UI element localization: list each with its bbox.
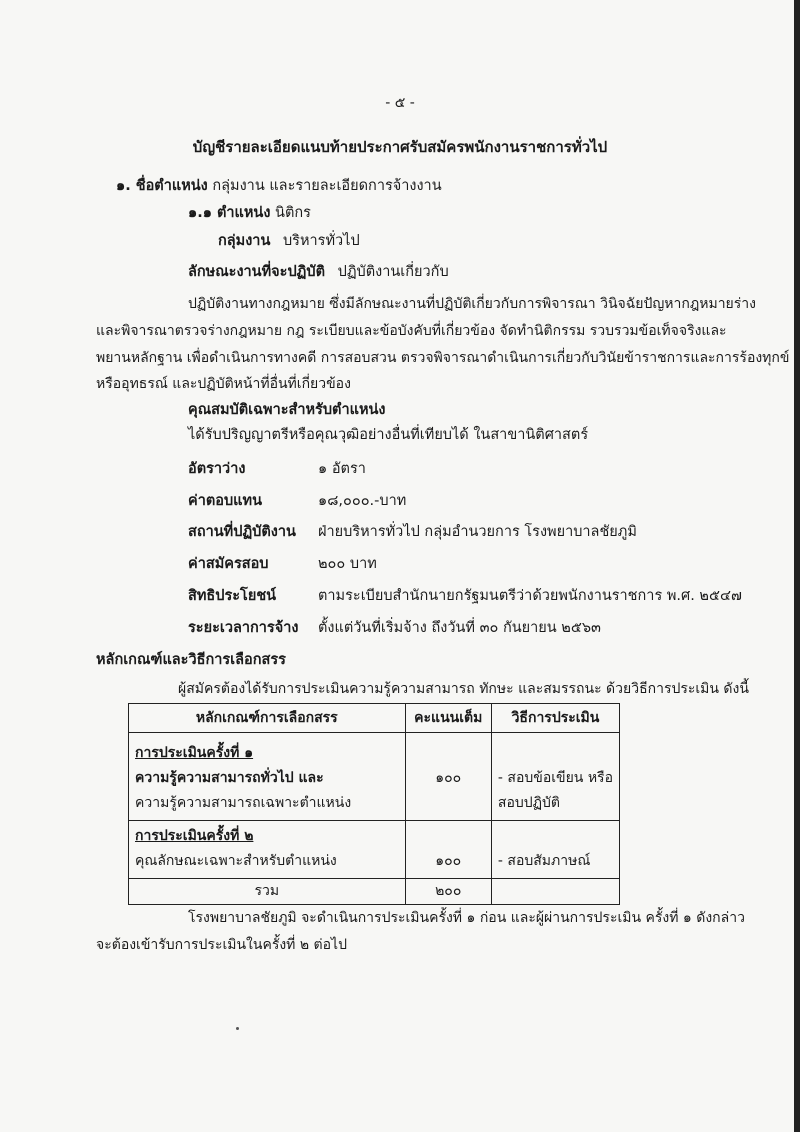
table-header-criteria: หลักเกณฑ์การเลือกสรร <box>129 704 406 733</box>
job-description-line-2: และพิจารณาตรวจร่างกฎหมาย กฎ ระเบียบและข้อบังคับที่เกี่ยวข้อง จัดทำนิติกรรม รวบรวมข้อเท็จจริงและ <box>96 323 727 339</box>
detail-value-duration: ตั้งแต่วันที่เริ่มจ้าง ถึงวันที่ ๓๐ กันยายน ๒๕๖๓ <box>318 620 601 636</box>
criteria-intro: ผู้สมัครต้องได้รับการประเมินความรู้ความสามารถ ทักษะ และสมรรถนะ ด้วยวิธีการประเมิน ดังนี้ <box>178 681 749 697</box>
detail-value-benefits: ตามระเบียบสำนักนายกรัฐมนตรีว่าด้วยพนักงานราชการ พ.ศ. ๒๕๔๗ <box>318 588 742 604</box>
scan-edge <box>794 0 800 1132</box>
round-1-method-line-2: สอบปฏิบัติ <box>497 795 561 811</box>
round-2-method: - สอบสัมภาษณ์ <box>497 853 591 869</box>
round-1-item: ความรู้ความสามารถเฉพาะตำแหน่ง <box>135 795 352 811</box>
closing-line-1: โรงพยาบาลชัยภูมิ จะดำเนินการประเมินครั้งที่ ๑ ก่อน และผู้ผ่านการประเมิน ครั้งที่ ๑ ดังกล่าว <box>188 910 745 926</box>
group-row <box>218 229 360 252</box>
position-label: ๑.๑ ตำแหน่ง <box>188 205 271 221</box>
criteria-table <box>128 703 620 905</box>
scan-speck <box>236 1027 239 1030</box>
section-1-heading <box>116 174 442 197</box>
job-nature-row <box>188 260 449 283</box>
detail-label-salary: ค่าตอบแทน <box>188 493 262 509</box>
detail-label-benefits: สิทธิประโยชน์ <box>188 588 277 604</box>
table-row-total <box>129 879 620 905</box>
section-1-text: กลุ่มงาน และรายละเอียดการจ้างงาน <box>212 178 442 194</box>
round-2-score: ๑๐๐ <box>435 853 462 869</box>
group-value: บริหารทั่วไป <box>282 233 360 249</box>
detail-label-workplace: สถานที่ปฏิบัติงาน <box>188 524 296 540</box>
detail-value-vacancy: ๑ อัตรา <box>318 461 366 477</box>
document-title: บัญชีรายละเอียดแนบท้ายประกาศรับสมัครพนักงานราชการทั่วไป <box>192 138 608 156</box>
table-header-row <box>129 704 620 733</box>
group-label: กลุ่มงาน <box>218 233 271 249</box>
qualification-label: คุณสมบัติเฉพาะสำหรับตำแหน่ง <box>188 402 386 418</box>
job-nature-label: ลักษณะงานที่จะปฏิบัติ <box>188 264 325 280</box>
detail-label-fee: ค่าสมัครสอบ <box>188 556 269 572</box>
page-number: - ๕ - <box>385 95 415 111</box>
detail-label-vacancy: อัตราว่าง <box>188 461 246 477</box>
position-value: นิติกร <box>275 205 311 221</box>
table-row-round-1 <box>129 733 620 821</box>
detail-label-duration: ระยะเวลาการจ้าง <box>188 620 299 636</box>
round-2-item: คุณลักษณะเฉพาะสำหรับตำแหน่ง <box>135 853 337 869</box>
total-label: รวม <box>254 883 280 899</box>
detail-value-workplace: ฝ่ายบริหารทั่วไป กลุ่มอำนวยการ โรงพยาบาลชัยภูมิ <box>318 524 637 540</box>
job-description-line-1: ปฏิบัติงานทางกฎหมาย ซึ่งมีลักษณะงานที่ปฏิบัติเกี่ยวกับการพิจารณา วินิจฉัยปัญหากฎหมายร่าง <box>188 296 756 312</box>
table-row-round-2 <box>129 821 620 879</box>
position-row <box>188 201 311 224</box>
table-header-score: คะแนนเต็ม <box>405 704 491 733</box>
round-2-title: การประเมินครั้งที่ ๒ <box>135 828 254 844</box>
round-1-item-bold: ความรู้ความสามารถทั่วไป และ <box>135 770 324 786</box>
qualification-value: ได้รับปริญญาตรีหรือคุณวุฒิอย่างอื่นที่เทียบได้ ในสาขานิติศาสตร์ <box>188 427 589 443</box>
job-nature-value: ปฏิบัติงานเกี่ยวกับ <box>337 264 449 280</box>
table-header-method: วิธีการประเมิน <box>491 704 619 733</box>
job-description-line-4: หรืออุทธรณ์ และปฏิบัติหน้าที่อื่นที่เกี่ยวข้อง <box>96 376 351 392</box>
job-description-line-3: พยานหลักฐาน เพื่อดำเนินการทางคดี การสอบสวน ตรวจพิจารณาดำเนินการเกี่ยวกับวินัยข้าราชการและการร้องทุกข์ <box>96 350 790 366</box>
round-1-method-line-1: - สอบข้อเขียน หรือ <box>497 770 613 786</box>
total-score: ๒๐๐ <box>435 883 462 899</box>
detail-value-fee: ๒๐๐ บาท <box>318 556 377 572</box>
round-1-score: ๑๐๐ <box>435 770 462 786</box>
criteria-heading: หลักเกณฑ์และวิธีการเลือกสรร <box>96 652 286 668</box>
section-1-label: ๑. ชื่อตำแหน่ง <box>116 178 208 194</box>
detail-value-salary: ๑๘,๐๐๐.-บาท <box>318 493 407 509</box>
closing-line-2: จะต้องเข้ารับการประเมินในครั้งที่ ๒ ต่อไป <box>96 937 347 953</box>
round-1-title: การประเมินครั้งที่ ๑ <box>135 745 254 761</box>
